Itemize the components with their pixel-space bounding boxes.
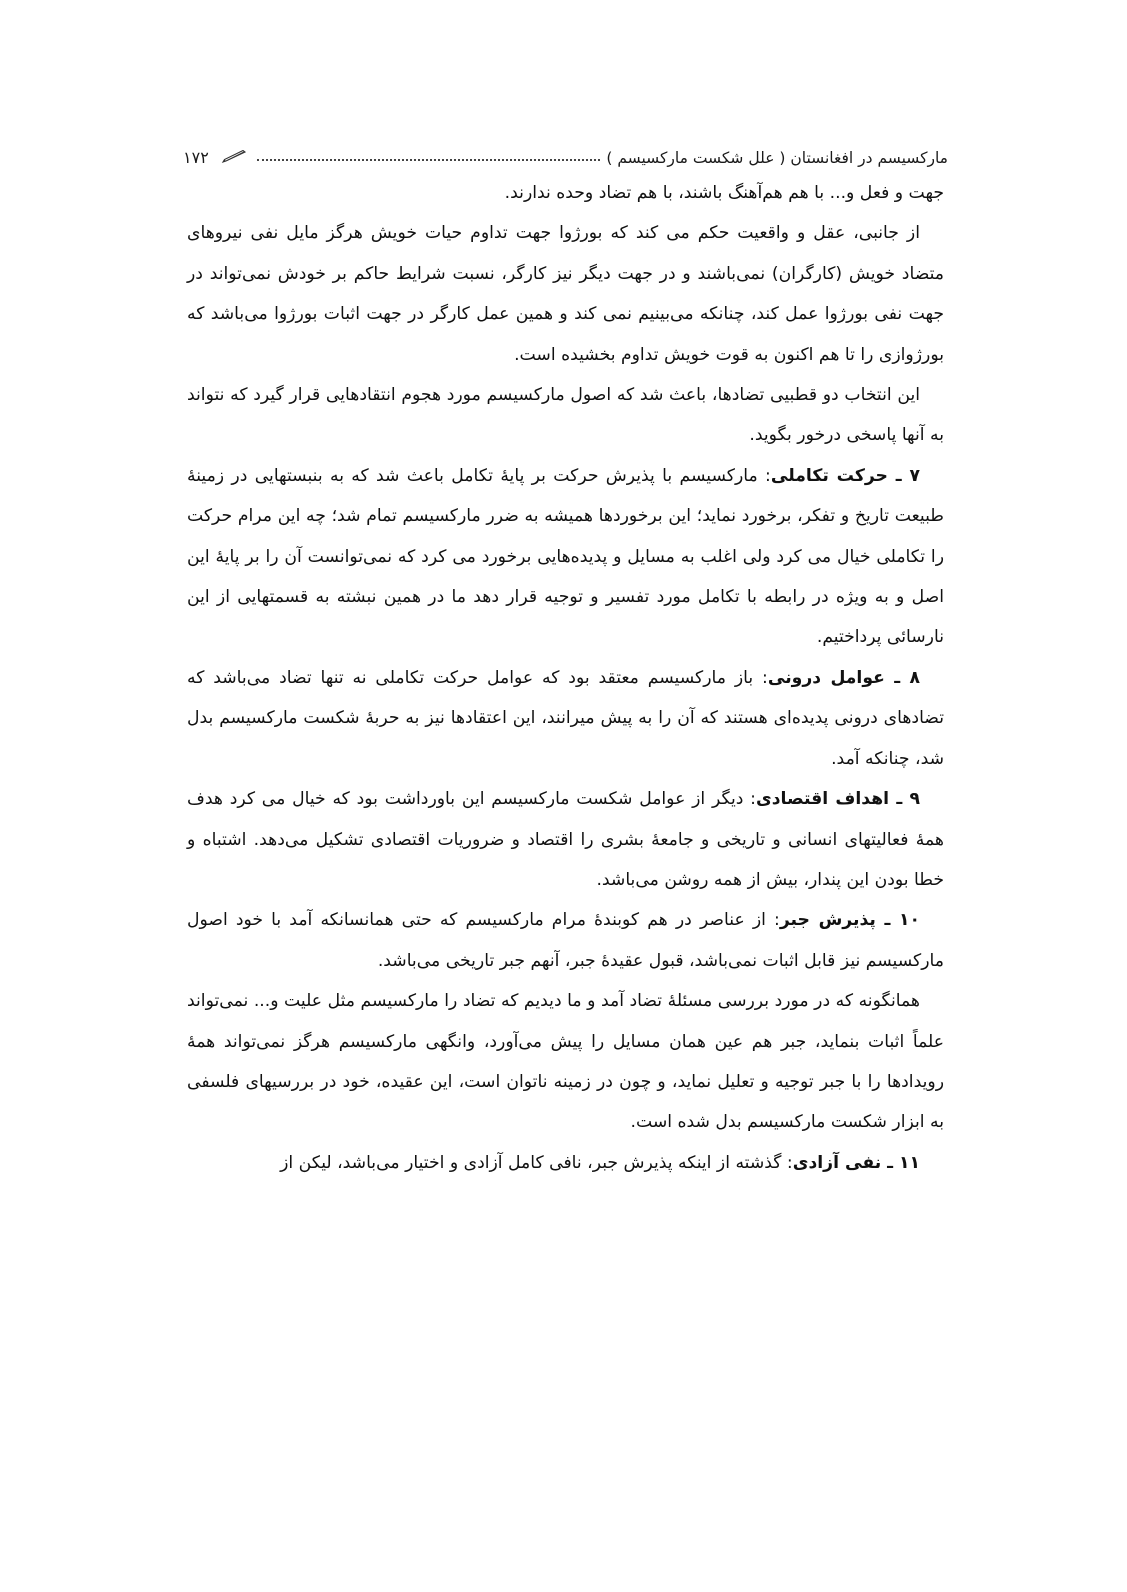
- numbered-item: [187, 658, 944, 779]
- dotted-leader: [257, 158, 601, 161]
- item-heading: ۱۱ ـ نفی آزادی: [792, 1152, 920, 1173]
- paragraph-text: : دیگر از عوامل شکست مارکسیسم این باورداشت بود که خیال می کرد هدف همهٔ فعالیتهای انسانی و تاریخی و جامعهٔ بشری را اقتصاد و ضروریات اقتصادی تشکیل می‌دهد. اشتباه و خطا بودن این پندار، بیش از همه روشن می‌باشد.: [187, 789, 944, 890]
- book-title: مارکسیسم در افغانستان ( علل شکست مارکسیسم ): [606, 149, 948, 167]
- paragraph-text: : باز مارکسیسم معتقد بود که عوامل حرکت تکاملی نه تنها تضاد می‌باشد که تضادهای درونی پدیده‌ای هستند که آن را به پیش میرانند، این اعتقادها نیز به حربهٔ شکست مارکسیسم بدل شد، چنانکه آمد.: [187, 667, 944, 769]
- running-header: [183, 141, 948, 167]
- pen-icon: [221, 150, 247, 164]
- paragraph-text: : مارکسیسم با پذیرش حرکت بر پایهٔ تکامل باعث شد که به بنبستهایی در زمینهٔ طبیعت تاریخ و تفکر، برخورد نماید؛ این برخوردها همیشه به ضرر مارکسیسم تمام شد؛ چه این مرام حرکت را تکاملی خیال می کرد ولی اغلب به مسایل و پدیده‌هایی برخورد می کرد که نمی‌توانست آن را بر پایهٔ این اصل و به ویژه در رابطه با تکامل مورد تفسیر و توجیه قرار دهد ما در همین نبشته به قسمتهایی از این نارسائی پرداختیم.: [187, 465, 944, 648]
- item-heading: ۷ ـ حرکت تکاملی: [770, 465, 920, 486]
- paragraph-text: : از عناصر در هم کوبندهٔ مرام مارکسیسم که حتی همانسانکه آمد با خود اصول مارکسیسم نیز قابل اثبات نمی‌باشد، قبول عقیدهٔ جبر، آنهم جبر تاریخی می‌باشد.: [187, 910, 944, 971]
- body-text: [187, 173, 944, 1183]
- numbered-item: [187, 900, 944, 981]
- page-number: ۱۷۲: [183, 148, 209, 167]
- paragraph-text: : گذشته از اینکه پذیرش جبر، نافی کامل آزادی و اختیار می‌باشد، لیکن از: [280, 1152, 793, 1173]
- paragraph: [187, 213, 944, 375]
- numbered-item: [187, 779, 944, 900]
- paragraph-text: این انتخاب دو قطبیی تضادها، باعث شد که اصول مارکسیسم مورد هجوم انتقادهایی قرار گیرد که نتواند به آنها پاسخی درخور بگوید.: [187, 385, 944, 446]
- item-heading: ۱۰ ـ پذیرش جبر: [779, 910, 920, 931]
- numbered-item: [187, 456, 944, 658]
- item-heading: ۹ ـ اهداف اقتصادی: [755, 789, 921, 810]
- paragraph: [187, 173, 944, 213]
- paragraph: [187, 981, 944, 1143]
- paragraph-text: همانگونه که در مورد بررسی مسئلهٔ تضاد آمد و ما دیدیم که تضاد را مارکسیسم مثل علیت و... نمی‌تواند علماً اثبات بنماید، جبر هم عین همان مسایل را پیش می‌آورد، وانگهی مارکسیسم هرگز نمی‌تواند همهٔ رویدادها را با جبر توجیه و تعلیل نماید، و چون در زمینه ناتوان است، این عقیده، خود در بررسیهای فلسفی به ابزار شکست مارکسیسم بدل شده است.: [187, 991, 944, 1133]
- item-heading: ۸ ـ عوامل درونی: [767, 667, 920, 688]
- numbered-item: [187, 1143, 944, 1183]
- paragraph: [187, 375, 944, 456]
- paragraph-text: جهت و فعل و... با هم هم‌آهنگ باشند، با هم تضاد وحده ندارند.: [504, 183, 944, 203]
- paragraph-text: از جانبی، عقل و واقعیت حکم می کند که بورژوا جهت تداوم حیات خویش هرگز مایل نفی نیروهای متضاد خویش (کارگران) نمی‌باشند و در جهت دیگر نیز کارگر، نسبت شرایط حاکم بر خودش نمی‌تواند در جهت نفی بورژوا عمل کند، چنانکه می‌بینیم نمی کند و همین عمل کارگر در جهت اثبات بورژوا می‌باشد که بورژوازی را تا هم اکنون به قوت خویش تداوم بخشیده است.: [187, 223, 944, 365]
